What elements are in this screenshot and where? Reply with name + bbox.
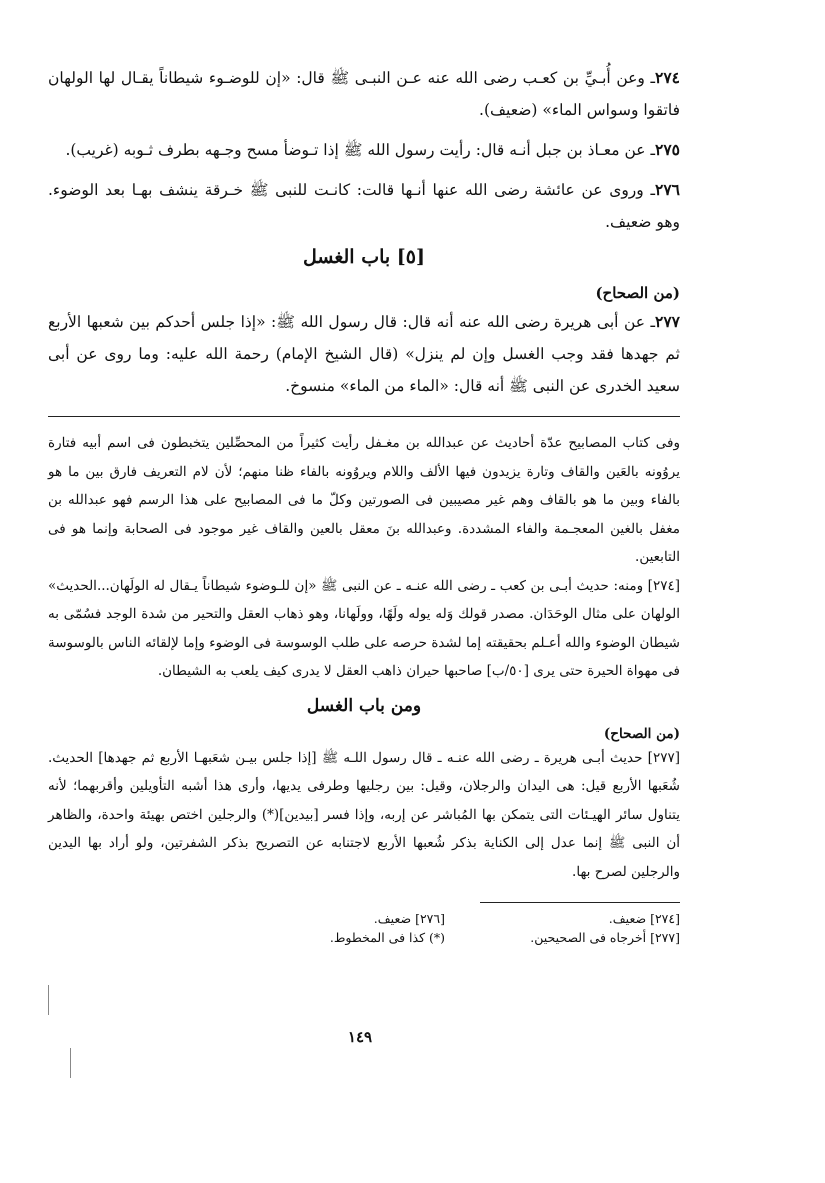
hadith-text: ـ عن معـاذ بن جبل أنـه قال: رأيت رسول الله ﷺ إذا تـوضأ مسح وجـهه بطرف ثـوبه (غريب). (65, 141, 656, 159)
commentary-subheading: (من الصحاح) (603, 725, 680, 742)
hadith-paragraph (48, 134, 680, 166)
page-edge-mark (70, 1048, 71, 1078)
footnotes (210, 911, 680, 945)
hadith-paragraph (48, 174, 680, 238)
commentary-paragraph: [٢٧٧] حديث أبـى هريرة ـ رضى الله عنـه ـ قال رسول اللـه ﷺ [إذا جلس بيـن شعَبهـا الأربع ثم جهدها] الحديث. شُعَبها الأربع قيل: هى اليدان والرجلان، وقيل: بين رجليها وطرفى يديها، وأرى هذا أشبه التأويلين وأقربهما؛ لأنه يتناول سائر الهيـئات التى يتمكن بها المُباشر عن إربه، وإذا فسر [بيدين](*) والرجلين اختص بهيئة واحدة، والظاهر أن النبى ﷺ إنما عدل إلى الكناية بذكر شُعبها الأربع لاجتنابه عن التصريح بذكر الشفرتين، ولو أراد بها اليدين والرجلين لصرح بها. (48, 749, 680, 880)
footnote: (*) كذا فى المخطوط. (329, 930, 445, 945)
commentary-chapter-heading: ومن باب الغسل (306, 695, 422, 716)
hadith-number: ٢٧٦ (655, 180, 680, 199)
footnote: [٢٧٤] ضعيف. (608, 911, 680, 926)
chapter-heading: [٥] باب الغسل (303, 246, 425, 268)
footnote-rule (480, 902, 680, 903)
page-edge-mark (48, 985, 49, 1015)
hadith-text: ـ وروى عن عائشة رضى الله عنها أنـها قالت: كانـت للنبى ﷺ خـرقة ينشف بهـا بعد الوضوء. وهو ضعيف. (48, 181, 680, 231)
upper-section (48, 62, 680, 402)
hadith-text: ـ وعن أُبـيِّ بن كعـب رضى الله عنه عـن النبـى ﷺ قال: «إن للوضـوء شيطاناً يقـال لها الولهان فاتقوا وسواس الماء» (ضعيف). (48, 69, 680, 119)
hadith-number: ٢٧٧ (655, 312, 680, 331)
commentary-paragraph: [٢٧٤] ومنه: حديث أبـى بن كعب ـ رضى الله عنـه ـ عن النبى ﷺ «إن للـوضوء شيطاناً يـقال له الولَهان...الحديث» الولهان على مثال الوحَدَان. مصدر قولك وَله يوله ولَهًا، وولَهانا، وهو ذهاب العقل والتحير من شدة الوجد فسُمّى به شيطان الوضوء والله أعـلم بحقيقته إما لشدة حرصه على طلب الوسوسة فى الوضوء وإما لإلقائه الناس بالوسوسة فى مهواة الحيرة حتى يرى [٥٠/ب] صاحبها حيران ذاهب العقل لا يدرى كيف يلعب به الشيطان. (48, 577, 680, 679)
hadith-number: ٢٧٥ (655, 140, 680, 159)
page-body (48, 62, 680, 945)
hadith-text: ـ عن أبى هريرة رضى الله عنه أنه قال: قال رسول الله ﷺ: «إذا جلس أحدكم بين شعبها الأربع ثم جهدها فقد وجب الغسل وإن لم ينزل» (قال الشيخ الإمام) رحمة الله عليه: وما روى عن أبى سعيد الخدرى عن النبى ﷺ أنه قال: «الماء من الماء» منسوخ. (48, 313, 680, 395)
commentary-paragraph: وفى كتاب المصابيح عدّة أحاديث عن عبدالله بن مغـفل رأيت كثيراً من المحصِّلين يتخبطون فى اسم أبيه فتارة يروُونه بالعَين والقاف وتارة يزيدون فيها الألف واللام ويروُونه بالفاء ظنا منهم؛ لأن لام التعريف فارق بين ما هو بالفاء وبين ما هو بالقاف وهم غير مصيبين فى الصورتين وكلّ ما فى المصابيح على هذا الرسم فهو عبدالله بن مغفل بالغين المعجـمة والفاء المشددة. وعبدالله بنَ معقل بالعين والقاف غير موجود فى الصحابة وإنما هو فى التابعين. (48, 435, 680, 565)
hadith-paragraph (48, 62, 680, 126)
page-number: ١٤٩ (347, 1028, 373, 1046)
hadith-number: ٢٧٤ (655, 68, 680, 87)
footnote: [٢٧٦] ضعيف. (373, 911, 445, 926)
section-divider (48, 416, 680, 417)
footnote: [٢٧٧] أخرجاه فى الصحيحين. (530, 930, 680, 945)
hadith-paragraph (48, 306, 680, 402)
section-subheading: (من الصحاح) (595, 284, 680, 302)
commentary-section (48, 429, 680, 886)
